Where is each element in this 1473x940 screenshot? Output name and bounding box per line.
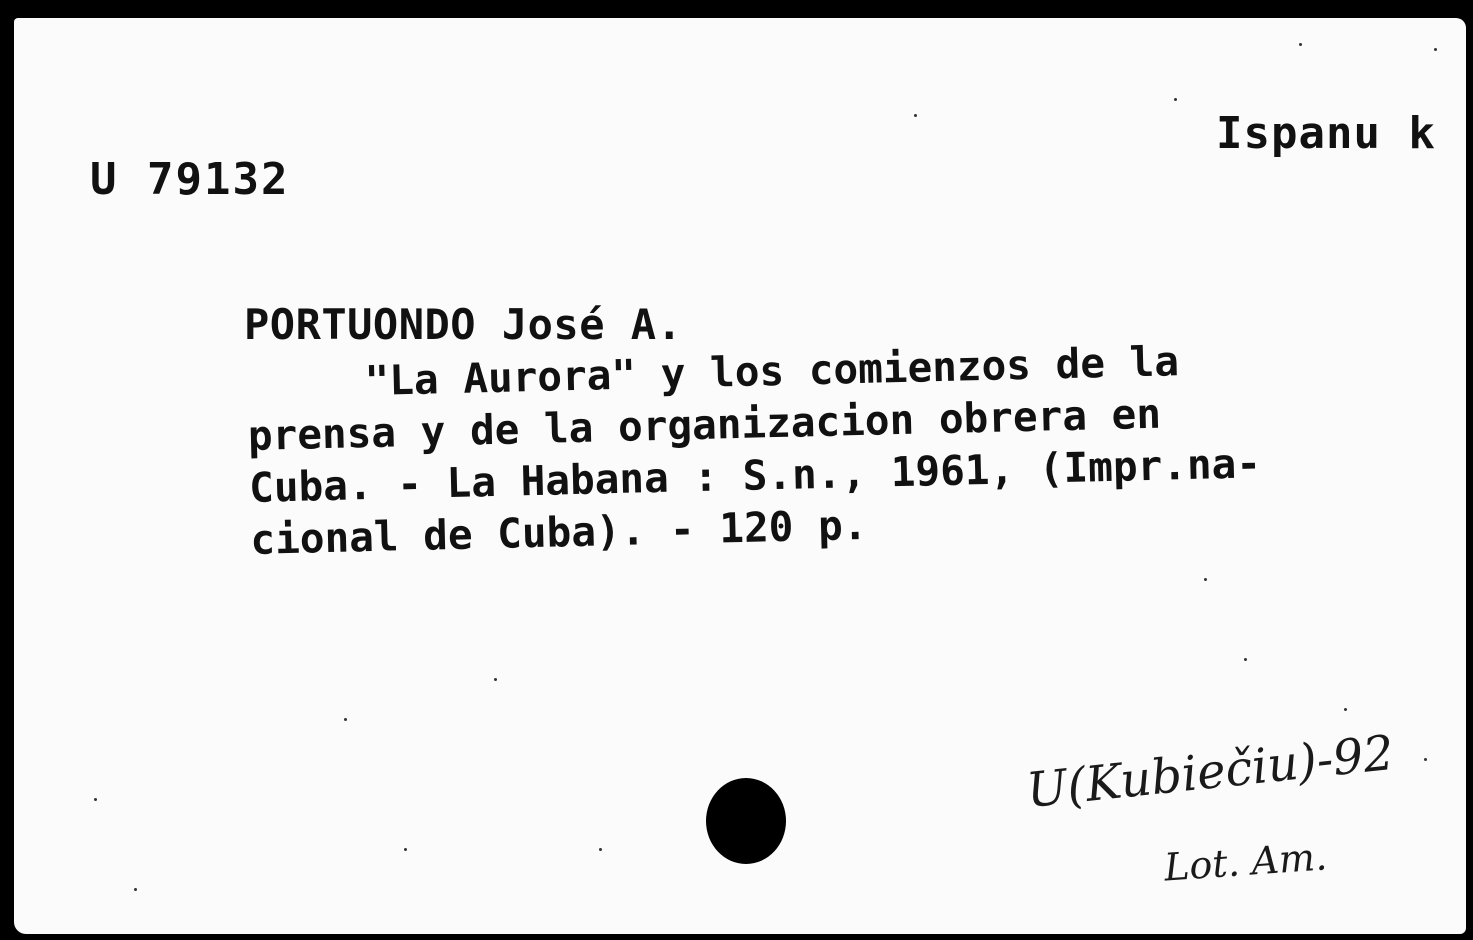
author-heading: PORTUONDO José A. (244, 300, 683, 349)
speck (599, 848, 602, 851)
bibliographic-entry (246, 329, 1451, 566)
call-number: U 79132 (90, 154, 290, 205)
handwritten-subject-note: Lot. Am. (1162, 834, 1329, 890)
speck (914, 114, 917, 117)
speck (1434, 48, 1437, 51)
speck (1299, 43, 1302, 46)
speck (1344, 708, 1347, 711)
entry-line: "La Aurora" y los comienzos de la (364, 337, 1180, 406)
speck (404, 848, 407, 851)
entry-line: prensa y de la organizacion obrera en (247, 389, 1162, 460)
speck (1244, 658, 1247, 661)
handwritten-record-note: U(Kubiečiu)-92 (1024, 724, 1397, 820)
entry-line: cional de Cuba). - 120 p. (249, 500, 868, 564)
speck (134, 888, 137, 891)
speck (94, 798, 97, 801)
speck (1174, 98, 1177, 101)
punch-hole (706, 778, 786, 864)
speck (494, 678, 497, 681)
category-label: Ispanu k (1216, 108, 1436, 159)
catalog-card (14, 18, 1466, 934)
speck (344, 718, 347, 721)
speck (1424, 758, 1427, 761)
speck (1204, 578, 1207, 581)
entry-line: Cuba. - La Habana : S.n., 1961, (Impr.na- (248, 439, 1262, 512)
